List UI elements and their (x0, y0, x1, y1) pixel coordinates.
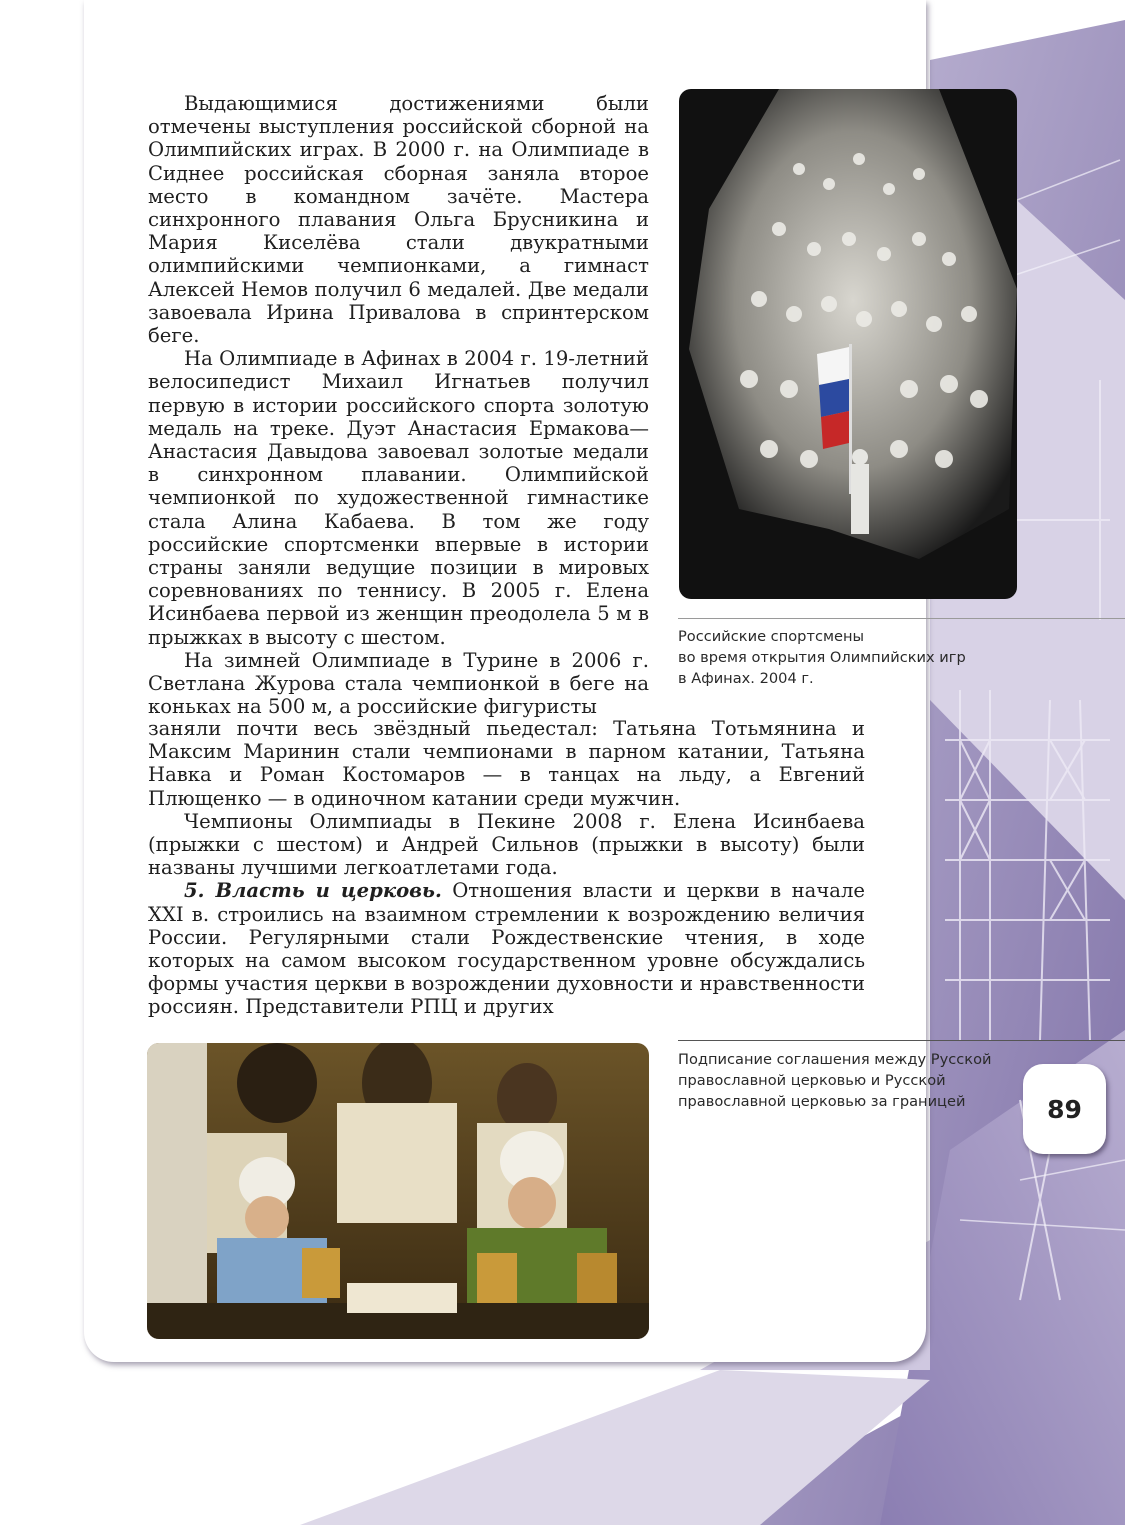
text-column-wide (148, 717, 865, 1019)
text-column-narrow (148, 92, 649, 718)
caption-line: Российские спортсмены (678, 628, 865, 645)
caption-divider (678, 1040, 1125, 1041)
olympics-opening-photo (679, 89, 1017, 599)
caption-line: Подписание соглашения между Русской (678, 1051, 992, 1068)
caption-line: в Афинах. 2004 г. (678, 670, 814, 687)
paragraph-athens-2004: На Олимпиаде в Афинах в 2004 г. 19-летний велосипедист Михаил Игнатьев получил первую в истории российского спорта золотую медаль на треке. Дуэт Анастасия Ермакова—Анастасия Давыдова завоевал золотые медали в синхронном плавании. Олимпийской чемпионкой по художественной гимнастике стала Алина Кабаева. В том же году российские спортсменки впервые в истории страны заняли ведущие позиции в мировых соревнованиях по теннису. В 2005 г. Елена Исинбаева первой из женщин преодолела 5 м в прыжках в высоту с шестом. (148, 347, 649, 649)
paragraph-turin-2006: На зимней Олимпиаде в Турине в 2006 г. Светлана Журова стала чемпионкой в беге на коньках на 500 м, а российские фигуристы (148, 648, 649, 719)
caption-line: во время открытия Олимпийских игр (678, 649, 966, 666)
section-body: Отношения власти и церкви в начале XXI в. строились на взаимном стремлении к возрождению величия России. Регулярными стали Рождественские чтения, в ходе которых на самом высоком государственном уровне обсуждались формы участия церкви в возрождении духовности и нравственности россиян. Представители РПЦ и других (148, 879, 866, 1019)
paragraph-turin-2006-continued: заняли почти весь звёздный пьедестал: Татьяна Тотьмянина и Максим Маринин стали чемпионами в парном катании, Татьяна Навка и Роман Костомаров — в танцах на льду, а Евгений Плющенко — в одиночном катании среди мужчин. (148, 717, 865, 810)
caption-line: православной церковью за границей (678, 1093, 966, 1110)
caption-divider-top (678, 618, 1125, 619)
caption-line: православной церковью и Русской (678, 1072, 946, 1089)
church-photo-caption (678, 1049, 992, 1112)
church-agreement-photo (147, 1043, 649, 1339)
section-heading: 5. Власть и церковь. (184, 879, 442, 903)
paragraph-sydney-2000: Выдающимися достижениями были отмечены выступления российской сборной на Олимпийских играх. В 2000 г. на Олимпиаде в Сиднее российская сборная заняла второе место в командном зачёте. Мастера синхронного плавания Ольга Брусникина и Мария Киселёва стали двукратными олимпийскими чемпионками, а гимнаст Алексей Немов получил 6 медалей. Две медали завоевала Ирина Привалова в спринтерском беге. (148, 92, 649, 348)
olympics-photo-caption (678, 626, 966, 689)
page-number: 89 (1023, 1064, 1106, 1154)
paragraph-power-and-church (148, 879, 865, 1018)
paragraph-beijing-2008: Чемпионы Олимпиады в Пекине 2008 г. Елена Исинбаева (прыжки с шестом) и Андрей Сильнов (прыжки в высоту) были названы лучшими легкоатлетами года. (148, 809, 865, 880)
